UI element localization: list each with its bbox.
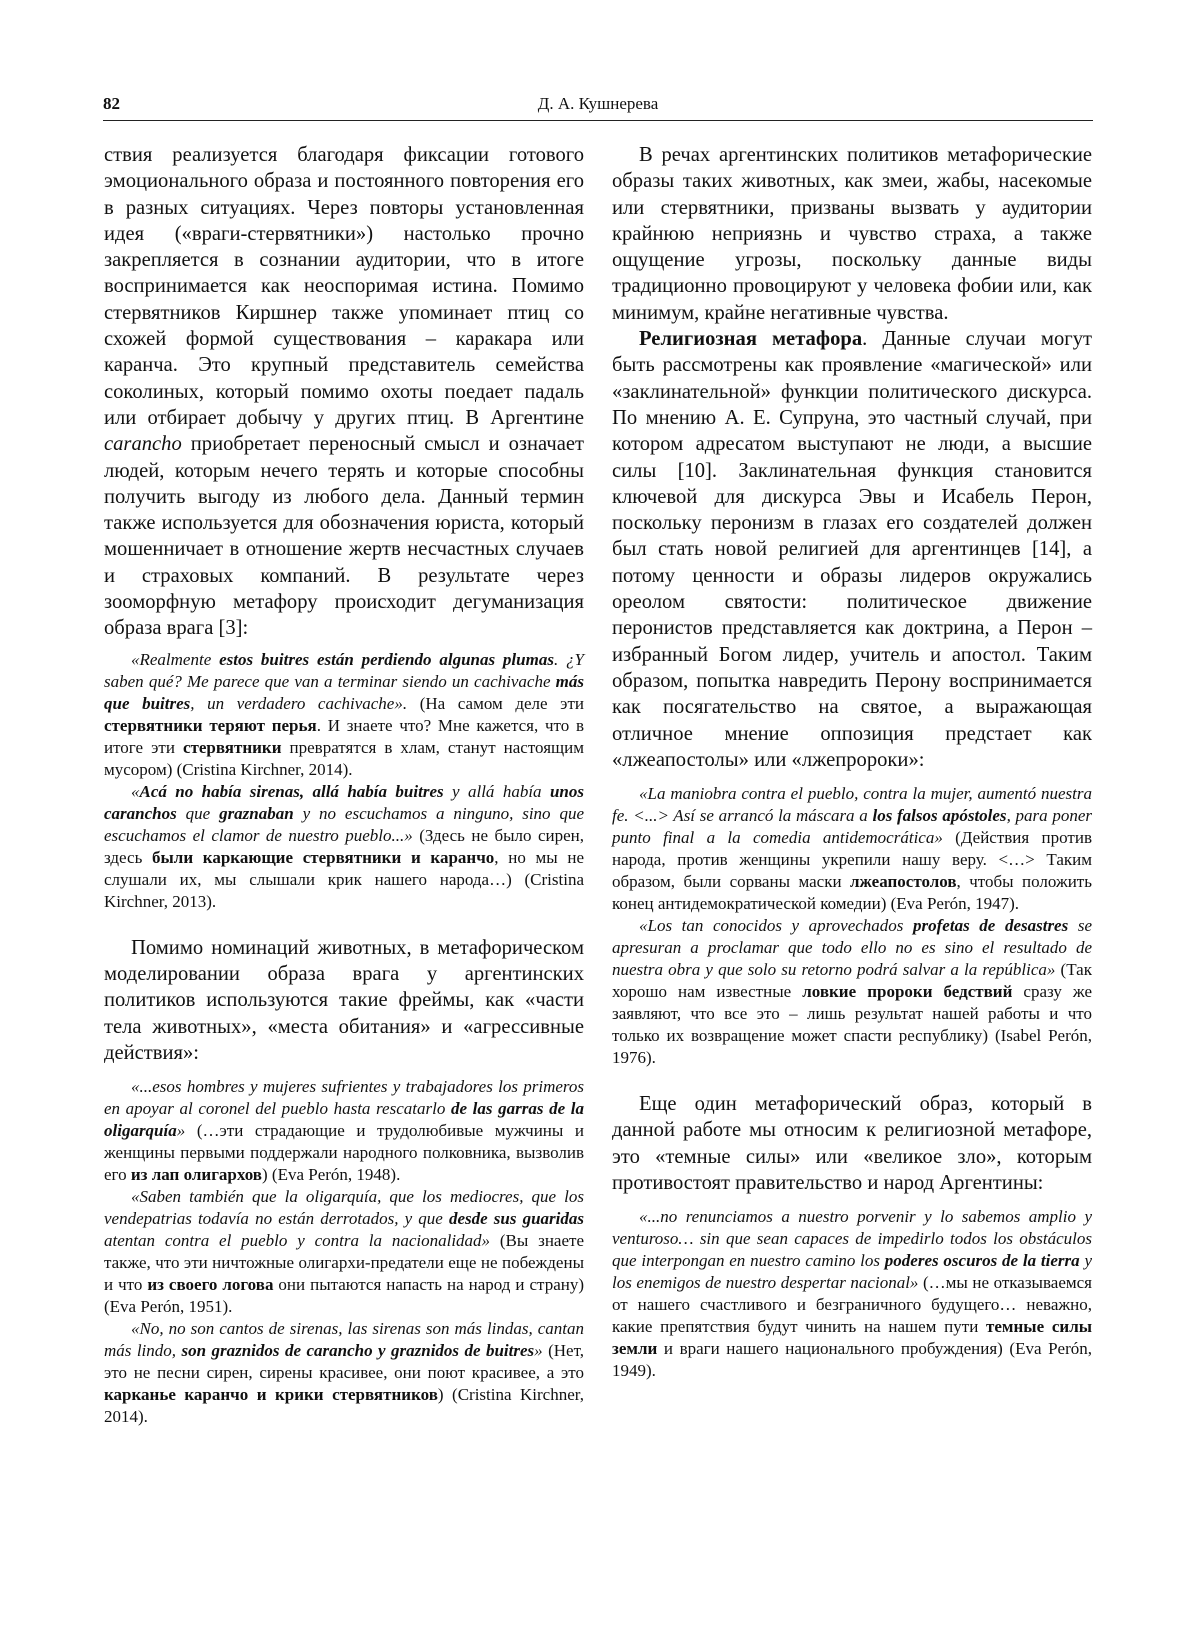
quote-block: «Realmente estos buitres están perdiendo algunas plumas. ¿Y saben qué? Me parece que van a terminar siendo un cachivache más que buitres, un verdadero cachivache». (На самом деле эти стервятники теряют перья. И знаете что? Мне кажется, что в итоге эти стервятники превратятся в хлам, станут настоящим мусором) (Cristina Kirchner, 2014). — [104, 649, 584, 779]
body-paragraph: В речах аргентинских политиков метафорические образы таких животных, как змеи, жабы, насекомые или стервятники, призваны вызвать у аудитории крайнюю неприязнь и чувство страха, а также ощущение угрозы, поскольку данные виды традиционно провоцируют у человека фобии или, как минимум, крайне негативные чувства. — [612, 144, 1092, 324]
body-paragraph: Еще один метафорический образ, который в данной работе мы относим к религиозной метафоре, это «темные силы» или «великое зло», которым противостоят правительство и народ Аргентины: — [612, 1093, 1092, 1195]
quote-block: «Los tan conocidos y aprovechados profetas de desastres se apresuran a proclamar que todo ello no es sino el resultado de nuestra obra y que solo su retorno podrá salvar a la república» (Так хорошо нам известные ловкие пророки бедствий сразу же заявляют, что все это – лишь результат нашей работы и что только их возвращение может спасти республику) (Isabel Perón, 1976). — [612, 916, 1092, 1068]
page-number: 82 — [103, 94, 120, 113]
body-paragraph: ствия реализуется благодаря фиксации готового эмоционального образа и постоянного повторения его в разных ситуациях. Через повторы установленная идея («враги-стервятники») настолько прочно закрепляется в сознании аудитории, что в итоге воспринимается как неоспоримая истина. Помимо стервятников Киршнер также упоминает птиц со схожей формой существования – каракара или каранча. Это крупный представитель семейства соколиных, который помимо охоты поедает падаль или отбирает добычу у других птиц. В Аргентине carancho приобретает переносный смысл и означает людей, которым нечего терять и которые способны получить выгоду из любого дела. Данный термин также используется для обозначения юриста, который мошенничает в отношение жертв несчастных случаев и страховых компаний. В результате через зооморфную метафору происходит дегуманизация образа врага [3]: — [104, 144, 584, 640]
quote-block: «La maniobra contra el pueblo, contra la mujer, aumentó nuestra fe. <...> Así se arrancó la máscara a los falsos apóstoles, para poner punto final a la comedia antidemocrática» (Действия против народа, против женщины укрепили нашу веру. <…> Таким образом, были сорваны маски лжеапостолов, чтобы положить конец антидемократической комедии) (Eva Perón, 1947). — [612, 784, 1092, 914]
right-column — [612, 142, 1092, 1382]
quote-block: «Acá no había sirenas, allá había buitres y allá había unos caranchos que graznaban y no escuchamos a ninguno, sino que escuchamos el clamor de nuestro pueblo...» (Здесь не было сирен, здесь были каркающие стервятники и каранчо, но мы не слушали их, мы слышали крик нашего народа…) (Cristina Kirchner, 2013). — [104, 781, 585, 911]
body-paragraph: Религиозная метафора. Данные случаи могут быть рассмотрены как проявление «магической» или «заклинательной» функции политического дискурса. По мнению А. Е. Супруна, это частный случай, при котором адресатом выступают не люди, а высшие силы [10]. Заклинательная функция становится ключевой для дискурса Эвы и Исабель Перон, поскольку перонизм в глазах его создателей должен был стать новой религией для аргентинцев [14], а потому ценности и образы лидеров окружались ореолом святости: политическое движение перонистов представляется как доктрина, а Перон – избранный Богом лидер, учитель и апостол. Таким образом, попытка навредить Перону воспринимается как посягательство на святое, а выражающая отличное мнение оппозиция предстает как «лжеапостолы» или «лжепророки»: — [612, 328, 1092, 771]
page-header — [103, 90, 1093, 121]
left-column — [104, 142, 584, 1428]
quote-block: «...esos hombres y mujeres sufrientes y trabajadores los primeros en apoyar al coronel del pueblo hasta rescatarlo de las garras de la oligarquía» (…эти страдающие и трудолюбивые мужчины и женщины первыми поддержали народного полковника, вызволив его из лап олигархов) (Eva Perón, 1948). — [104, 1077, 584, 1185]
body-paragraph: Помимо номинаций животных, в метафорическом моделировании образа врага у аргентинских политиков используются такие фреймы, как «части тела животных», «места обитания» и «агрессивные действия»: — [104, 936, 584, 1064]
section-heading: Религиозная метафора — [639, 328, 863, 351]
quote-block: «No, no son cantos de sirenas, las sirenas son más lindas, cantan más lindo, son graznidos de carancho y graznidos de buitres» (Нет, это не песни сирен, сирены красивее, они поют красивее, а это карканье каранчо и крики стервятников) (Cristina Kirchner, 2014). — [104, 1319, 584, 1427]
running-head: Д. А. Кушнерева — [537, 94, 659, 113]
quote-block: «Saben también que la oligarquía, que los mediocres, que los vendepatrias todavía no están derrotados, y que desde sus guaridas atentan contra el pueblo y contra la nacionalidad» (Вы знаете также, что эти ничтожные олигархи-предатели еще не побеждены и что из своего логова они пытаются напасть на народ и страну) (Eva Perón, 1951). — [104, 1187, 584, 1317]
quote-block: «...no renunciamos a nuestro porvenir y lo sabemos amplio y venturoso… sin que sean capaces de impedirlo todos los obstáculos que interpongan en nuestro camino los poderes oscuros de la tierra y los enemigos de nuestro despertar nacional» (…мы не отказываемся от нашего счастливого и безграничного будущего… неважно, какие препятствия будут чинить на нашем пути темные силы земли и враги нашего национального пробуждения) (Eva Perón, 1949). — [612, 1207, 1093, 1381]
